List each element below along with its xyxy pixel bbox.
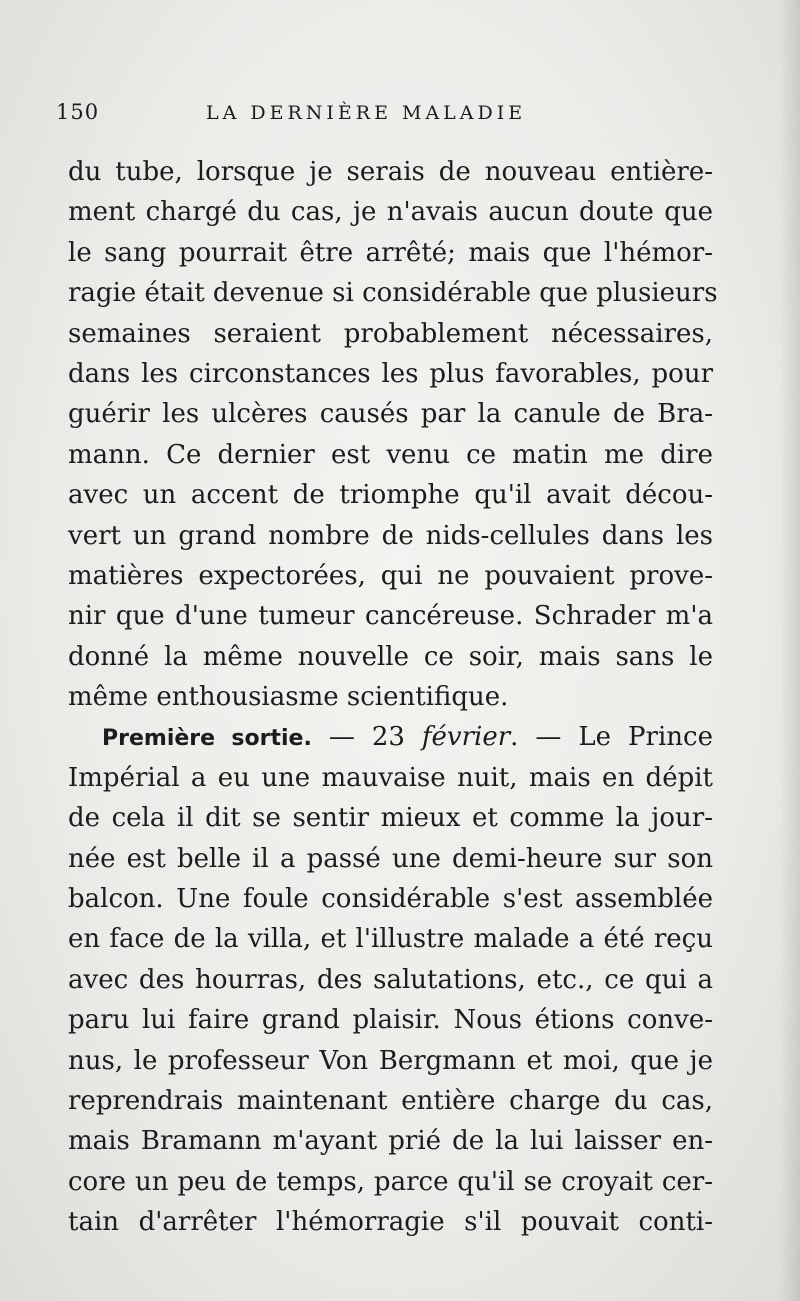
section-heading-line [68,717,713,757]
text-line: ragie était devenue si considérable que plusieurs [68,278,718,309]
text-line: de cela il dit se sentir mieux et comme la jour- [68,803,713,834]
text-line: core un peu de temps, parce qu'il se croyait cer- [68,1166,713,1197]
page-header [56,100,716,132]
text-line: nus, le professeur Von Bergmann et moi, que je [68,1045,713,1076]
text-line: avec un accent de triomphe qu'il avait décou- [68,480,713,511]
text-line: Impérial a eu une mauvaise nuit, mais en dépit [68,762,713,793]
text-line: même enthousiasme scientifique. [68,682,509,713]
text-line: donné la même nouvelle ce soir, mais sans le [68,641,713,672]
text-line: balcon. Une foule considérable s'est assemblée [68,884,713,915]
text-line: avec des hourras, des salutations, etc., ce qui a [68,964,713,995]
text-line: guérir les ulcères causés par la canule de Bra- [68,399,713,430]
text-line: mann. Ce dernier est venu ce matin me dire [68,439,713,470]
section-title: Première sortie. [102,726,312,752]
body-text [68,152,718,1243]
text-line: en face de la villa, et l'illustre malade a été reçu [68,924,713,955]
text-line: dans les circonstances les plus favorables, pour [68,358,713,389]
section-dash: — 23 [311,722,422,753]
text-line: le sang pourrait être arrêté; mais que l'hémor- [68,237,713,268]
text-line: tain d'arrêter l'hémorragie s'il pouvait conti- [68,1207,713,1238]
text-line: matières expectorées, qui ne pouvaient prove- [68,560,713,591]
page-edge-shadow [778,0,800,1301]
section-date: février [421,722,511,753]
section-continuation: . — Le Prince [510,722,713,753]
text-line: nir que d'une tumeur cancéreuse. Schrader m'a [68,601,713,632]
text-line: mais Bramann m'ayant prié de la lui laisser en- [68,1126,713,1157]
text-line: née est belle il a passé une demi-heure sur son [68,843,713,874]
text-line: du tube, lorsque je serais de nouveau entière- [68,157,713,187]
text-line: paru lui faire grand plaisir. Nous étions conve- [68,1005,713,1036]
text-line: ment chargé du cas, je n'avais aucun doute que [68,197,713,228]
text-line: semaines seraient probablement nécessaires, [68,318,713,349]
text-line: reprendrais maintenant entière charge du cas, [68,1085,713,1116]
text-line: vert un grand nombre de nids-cellules dans les [68,520,713,551]
page-number: 150 [56,100,100,124]
running-head: LA DERNIÈRE MALADIE [206,102,527,124]
